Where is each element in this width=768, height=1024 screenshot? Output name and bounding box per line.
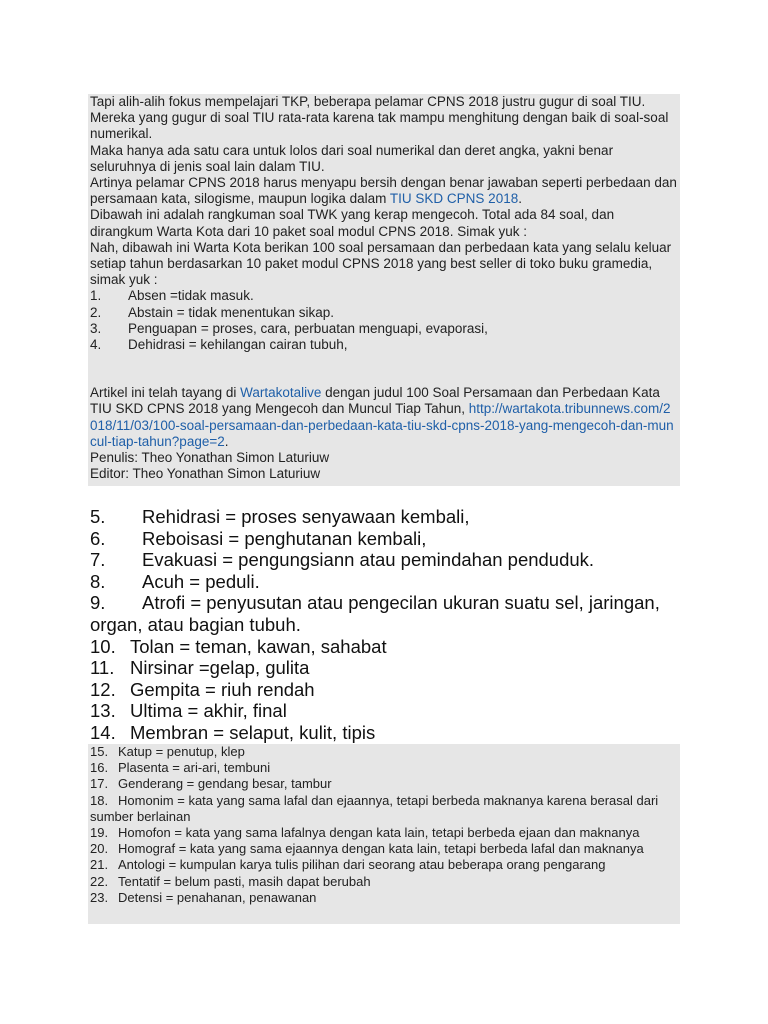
paragraph-tiu-intro: Tapi alih-alih fokus mempelajari TKP, beberapa pelamar CPNS 2018 justru gugur di soal TIU. Mereka yang gugur di soal TIU rata-rata karena tak mampu menghitung dengan baik di soal-soal numerikal. xyxy=(90,94,669,142)
list-number: 13. xyxy=(90,700,116,722)
wartakotalive-link[interactable]: Wartakotalive xyxy=(240,385,322,401)
list-item xyxy=(88,506,688,528)
list-text: Katup = penutup, klep xyxy=(118,744,245,759)
list-text: Ultima = akhir, final xyxy=(130,700,287,722)
list-item xyxy=(88,321,680,337)
list-number: 16. xyxy=(90,760,109,776)
article-url-link[interactable]: http://wartakota.tribunnews.com/2018/11/03/100-soal-persamaan-dan-perbedaan-kata-tiu-skd-cpns-2018-yang-mengecoh-dan-muncul-tiap-tahun?page=2 xyxy=(90,401,674,449)
secondary-list-block xyxy=(88,744,680,924)
list-number: 23. xyxy=(90,889,109,905)
list-text: Antologi = kumpulan karya tulis pilihan dari seorang atau beberapa orang pengarang xyxy=(118,857,606,873)
main-list-block xyxy=(88,506,688,744)
paragraph-nah: Nah, dibawah ini Warta Kota berikan 100 soal persamaan dan perbedaan kata yang selalu keluar setiap tahun berdasarkan 10 paket modul CPNS 2018 yang best seller di toko buku gramedia, simak yuk : xyxy=(90,239,672,288)
list-item xyxy=(88,857,680,873)
list-text-continued: organ, atau bagian tubuh. xyxy=(90,613,301,635)
list-text: Tentatif = belum pasti, masih dapat berubah xyxy=(118,873,371,889)
list-item xyxy=(88,825,680,841)
list-number: 6. xyxy=(90,527,106,549)
list-item xyxy=(88,288,680,304)
paragraph-artinya xyxy=(88,175,680,207)
list-text: Genderang = gendang besar, tambur xyxy=(118,776,332,792)
article-credit xyxy=(88,385,680,450)
list-item xyxy=(88,776,680,792)
list-text: Atrofi = penyusutan atau pengecilan ukuran suatu sel, jaringan, xyxy=(142,592,660,614)
list-item xyxy=(88,636,688,658)
editor-line: Editor: Theo Yonathan Simon Laturiuw xyxy=(90,466,321,482)
list-number: 1. xyxy=(90,288,102,304)
list-item xyxy=(88,700,688,722)
list-item xyxy=(88,571,688,593)
list-text: Dehidrasi = kehilangan cairan tubuh, xyxy=(128,337,348,353)
list-text: Detensi = penahanan, penawanan xyxy=(118,889,317,905)
list-item xyxy=(88,841,680,857)
spacer xyxy=(88,353,680,385)
paragraph-rangkuman: Dibawah ini adalah rangkuman soal TWK yang kerap mengecoh. Total ada 84 soal, dan dirangkum Warta Kota dari 10 paket soal modul CPNS 2018. Simak yuk : xyxy=(90,207,615,239)
author-line: Penulis: Theo Yonathan Simon Laturiuw xyxy=(90,450,330,466)
list-number: 8. xyxy=(90,570,106,592)
list-item xyxy=(88,744,680,760)
list-number: 7. xyxy=(90,549,106,571)
list-item xyxy=(88,337,680,353)
list-item xyxy=(88,890,680,906)
list-item xyxy=(88,528,688,550)
article-excerpt-block xyxy=(88,94,680,486)
list-item xyxy=(88,549,688,571)
list-number: 9. xyxy=(90,592,106,614)
list-number: 11. xyxy=(90,657,115,679)
list-number: 20. xyxy=(90,841,109,857)
list-text: Gempita = riuh rendah xyxy=(130,678,315,700)
list-number: 5. xyxy=(90,506,106,527)
list-text: Plasenta = ari-ari, tembuni xyxy=(118,760,271,776)
paragraph-artinya-end: . xyxy=(518,191,522,207)
list-text: Acuh = peduli. xyxy=(142,570,260,592)
tiu-skd-link[interactable]: TIU SKD CPNS 2018 xyxy=(389,191,519,207)
list-text: Membran = selaput, kulit, tipis xyxy=(130,721,376,743)
list-number: 3. xyxy=(90,320,102,336)
list-number: 15. xyxy=(90,744,109,759)
list-text: Abstain = tidak menentukan sikap. xyxy=(128,304,335,320)
list-text: Homonim = kata yang sama lafal dan ejaannya, tetapi berbeda maknanya karena berasal dari sumber berlainan xyxy=(90,792,659,824)
list-text: Nirsinar =gelap, gulita xyxy=(130,657,310,679)
list-text: Tolan = teman, kawan, sahabat xyxy=(130,635,387,657)
credit-end: . xyxy=(224,433,229,449)
list-number: 12. xyxy=(90,678,116,700)
credit-title: dengan judul 100 Soal Persamaan dan Perbedaan Kata TIU SKD CPNS 2018 yang Mengecoh dan Muncul Tiap Tahun, xyxy=(90,385,660,417)
paragraph-artinya-text: Artinya pelamar CPNS 2018 harus menyapu bersih dengan benar jawaban seperti perbedaan dan persamaan kata, silogisme, maupun logika dalam xyxy=(90,175,677,207)
list-item xyxy=(88,793,680,825)
list-text: Rehidrasi = proses senyawaan kembali, xyxy=(142,506,470,527)
list-item xyxy=(88,305,680,321)
list-item xyxy=(88,679,688,701)
list-number: 2. xyxy=(90,304,102,320)
list-text: Absen =tidak masuk. xyxy=(128,288,254,304)
list-number: 4. xyxy=(90,337,102,353)
list-number: 21. xyxy=(90,857,109,873)
list-number: 14. xyxy=(90,721,116,743)
list-item xyxy=(88,760,680,776)
list-number: 22. xyxy=(90,873,109,889)
list-item xyxy=(88,657,688,679)
list-text: Homofon = kata yang sama lafalnya dengan kata lain, tetapi berbeda ejaan dan maknanya xyxy=(118,825,640,841)
list-text: Penguapan = proses, cara, perbuatan menguapi, evaporasi, xyxy=(128,320,488,336)
credit-prefix: Artikel ini telah tayang di xyxy=(90,385,241,401)
list-text: Evakuasi = pengungsiann atau pemindahan penduduk. xyxy=(142,549,595,571)
list-item xyxy=(88,722,688,744)
list-text: Reboisasi = penghutanan kembali, xyxy=(142,527,427,549)
list-item xyxy=(88,592,688,614)
list-number: 17. xyxy=(90,776,109,792)
paragraph-numerikal: Maka hanya ada satu cara untuk lolos dari soal numerikal dan deret angka, yakni benar seluruhnya di jenis soal lain dalam TIU. xyxy=(90,142,614,174)
list-item xyxy=(88,874,680,890)
list-number: 19. xyxy=(90,825,109,841)
list-number: 18. xyxy=(90,792,109,808)
list-number: 10. xyxy=(90,635,116,657)
list-text: Homograf = kata yang sama ejaannya dengan kata lain, tetapi berbeda lafal dan maknanya xyxy=(118,841,644,857)
